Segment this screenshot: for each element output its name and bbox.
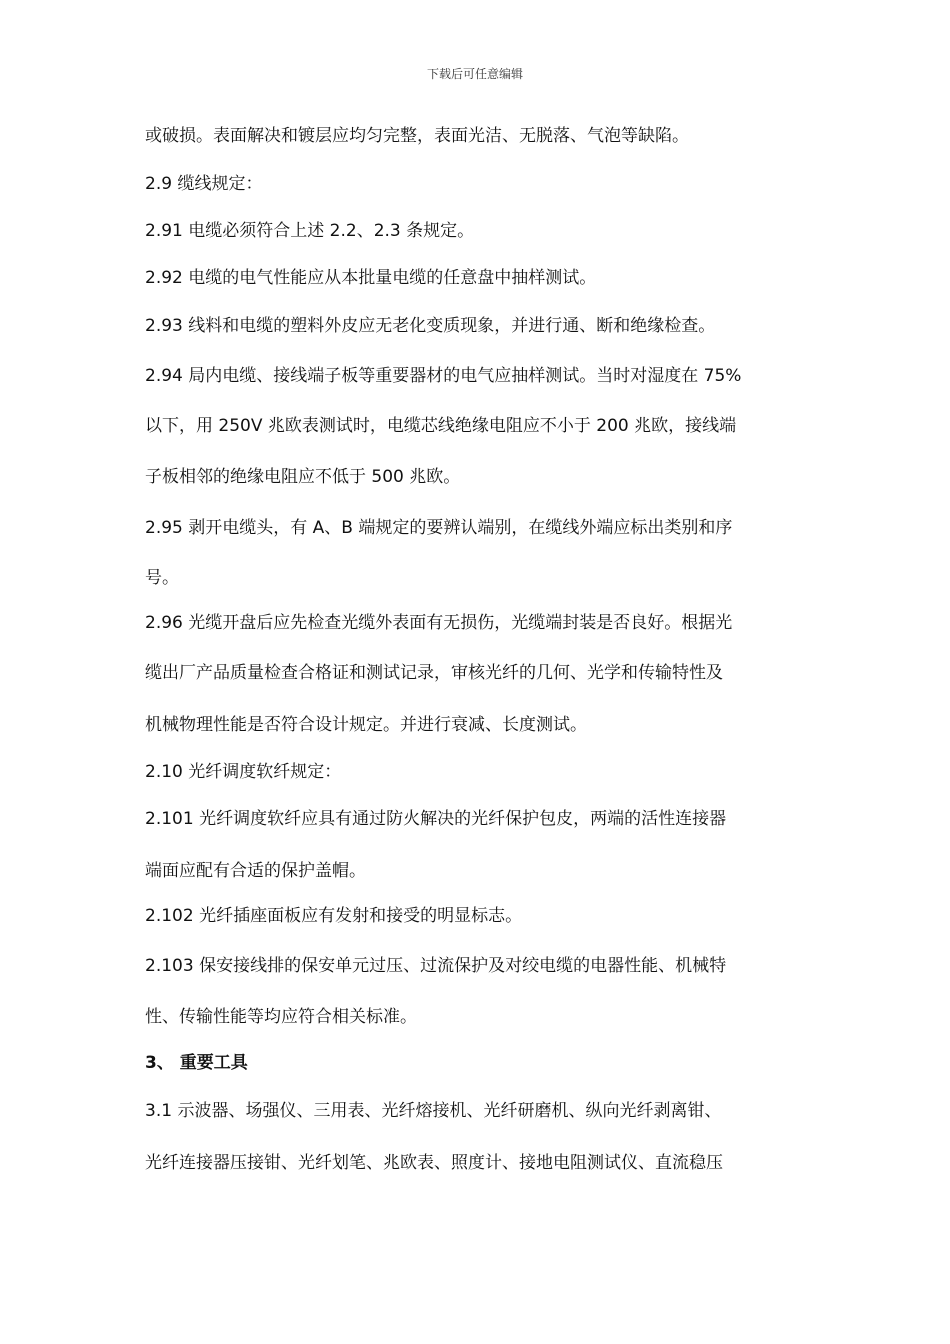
page-header: 下载后可任意编辑 xyxy=(426,67,523,81)
section-heading: 3、 重要工具 xyxy=(145,1053,248,1073)
text-line-9: 2.95 剥开电缆头，有 A、B 端规定的要辨认端别，在缆线外端应标出类别和序 xyxy=(145,518,733,538)
text-line-7: 以下，用 250V 兆欧表测试时，电缆芯线绝缘电阻应不小于 200 兆欧，接线端 xyxy=(145,416,737,436)
text-line-6: 2.94 局内电缆、接线端子板等重要器材的电气应抽样测试。当时对湿度在 75% xyxy=(145,366,742,386)
text-line-22: 光纤连接器压接钳、光纤划笔、兆欧表、照度计、接地电阻测试仪、直流稳压 xyxy=(145,1153,723,1173)
text-line-19: 性、传输性能等均应符合相关标准。 xyxy=(145,1007,417,1027)
text-line-12: 缆出厂产品质量检查合格证和测试记录，审核光纤的几何、光学和传输特性及 xyxy=(145,663,723,683)
text-line-16: 端面应配有合适的保护盖帽。 xyxy=(145,861,366,881)
text-line-14: 2.10 光纤调度软纤规定： xyxy=(145,762,342,782)
text-line-13: 机械物理性能是否符合设计规定。并进行衰减、长度测试。 xyxy=(145,715,587,735)
text-line-10: 号。 xyxy=(145,568,179,588)
text-line-1: 或破损。表面解决和镀层应均匀完整，表面光洁、无脱落、气泡等缺陷。 xyxy=(145,126,689,146)
text-line-8: 子板相邻的绝缘电阻应不低于 500 兆欧。 xyxy=(145,467,461,487)
text-line-11: 2.96 光缆开盘后应先检查光缆外表面有无损伤，光缆端封装是否良好。根据光 xyxy=(145,613,733,633)
text-line-3: 2.91 电缆必须符合上述 2.2、2.3 条规定。 xyxy=(145,221,475,241)
text-line-15: 2.101 光纤调度软纤应具有通过防火解决的光纤保护包皮，两端的活性连接器 xyxy=(145,809,727,829)
text-line-4: 2.92 电缆的电气性能应从本批量电缆的任意盘中抽样测试。 xyxy=(145,268,597,288)
text-line-5: 2.93 线料和电缆的塑料外皮应无老化变质现象，并进行通、断和绝缘检查。 xyxy=(145,316,716,336)
text-line-18: 2.103 保安接线排的保安单元过压、过流保护及对绞电缆的电器性能、机械特 xyxy=(145,956,727,976)
text-line-21: 3.1 示波器、场强仪、三用表、光纤熔接机、光纤研磨机、纵向光纤剥离钳、 xyxy=(145,1101,722,1121)
text-line-2: 2.9 缆线规定： xyxy=(145,174,263,194)
text-line-17: 2.102 光纤插座面板应有发射和接受的明显标志。 xyxy=(145,906,523,926)
